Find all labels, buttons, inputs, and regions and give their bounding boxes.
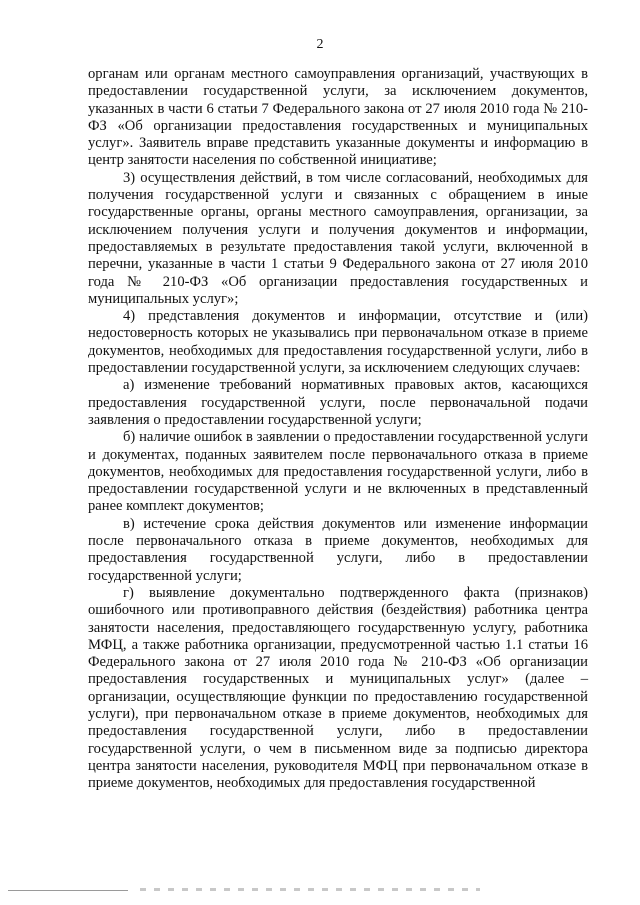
paragraph: б) наличие ошибок в заявлении о предоставлении государственной услуги и документах, поданных заявителем после первоначального отказа в приеме документов, необходимых для предоставления государственной услуги, либо в предоставлении государственной услуги и не включенных в представленный ранее комплект документов; bbox=[88, 429, 588, 515]
paragraph: органам или органам местного самоуправления организаций, участвующих в предоставлении государственной услуги, за исключением документов, указанных в части 6 статьи 7 Федерального закона от 27 июля 2010 года № 210-ФЗ «Об организации предоставления государственных и муниципальных услуг». Заявитель вправе представить указанные документы и информацию в центр занятости населения по собственной инициативе; bbox=[88, 66, 588, 169]
paragraph: г) выявление документально подтвержденного факта (признаков) ошибочного или противоправного действия (бездействия) работника центра занятости населения, предоставляющего государственную услугу, работника МФЦ, а также работника организации, предусмотренной частью 1.1 статьи 16 Федерального закона от 27 июля 2010 года № 210-ФЗ «Об организации предоставления государственных и муниципальных услуг» (далее – организации, осуществляющие функции по предоставлению государственной услуги), при первоначальном отказе в приеме документов, необходимых для предоставления государственной услуги, либо в предоставлении государственной услуги, о чем в письменном виде за подписью директора центра занятости населения, руководителя МФЦ при первоначальном отказе в приеме документов, необходимых для предоставления государственной bbox=[88, 584, 588, 792]
page-number: 2 bbox=[316, 37, 324, 52]
scan-artifact bbox=[140, 888, 480, 891]
paragraph: в) истечение срока действия документов или изменение информации после первоначального отказа в приеме документов, необходимых для предоставления государственной услуги, либо в предоставлении государственной услуги; bbox=[88, 515, 588, 584]
footer-rule bbox=[8, 890, 128, 891]
document-body bbox=[88, 66, 588, 792]
paragraph: а) изменение требований нормативных правовых актов, касающихся предоставления государственной услуги, после первоначальной подачи заявления о предоставлении государственной услуги; bbox=[88, 377, 588, 428]
paragraph: 4) представления документов и информации, отсутствие и (или) недостоверность которых не указывались при первоначальном отказе в приеме документов, необходимых для предоставления государственной услуги, либо в предоставлении государственной услуги, за исключением следующих случаев: bbox=[88, 308, 588, 377]
paragraph: 3) осуществления действий, в том числе согласований, необходимых для получения государственной услуги и связанных с обращением в иные государственные органы, органы местного самоуправления, организации, за исключением получения услуги и получения документов и информации, предоставляемых в результате предоставления такой услуги, включенной в перечни, указанные в части 1 статьи 9 Федерального закона от 27 июля 2010 года № 210-ФЗ «Об организации предоставления государственных и муниципальных услуг»; bbox=[88, 169, 588, 307]
